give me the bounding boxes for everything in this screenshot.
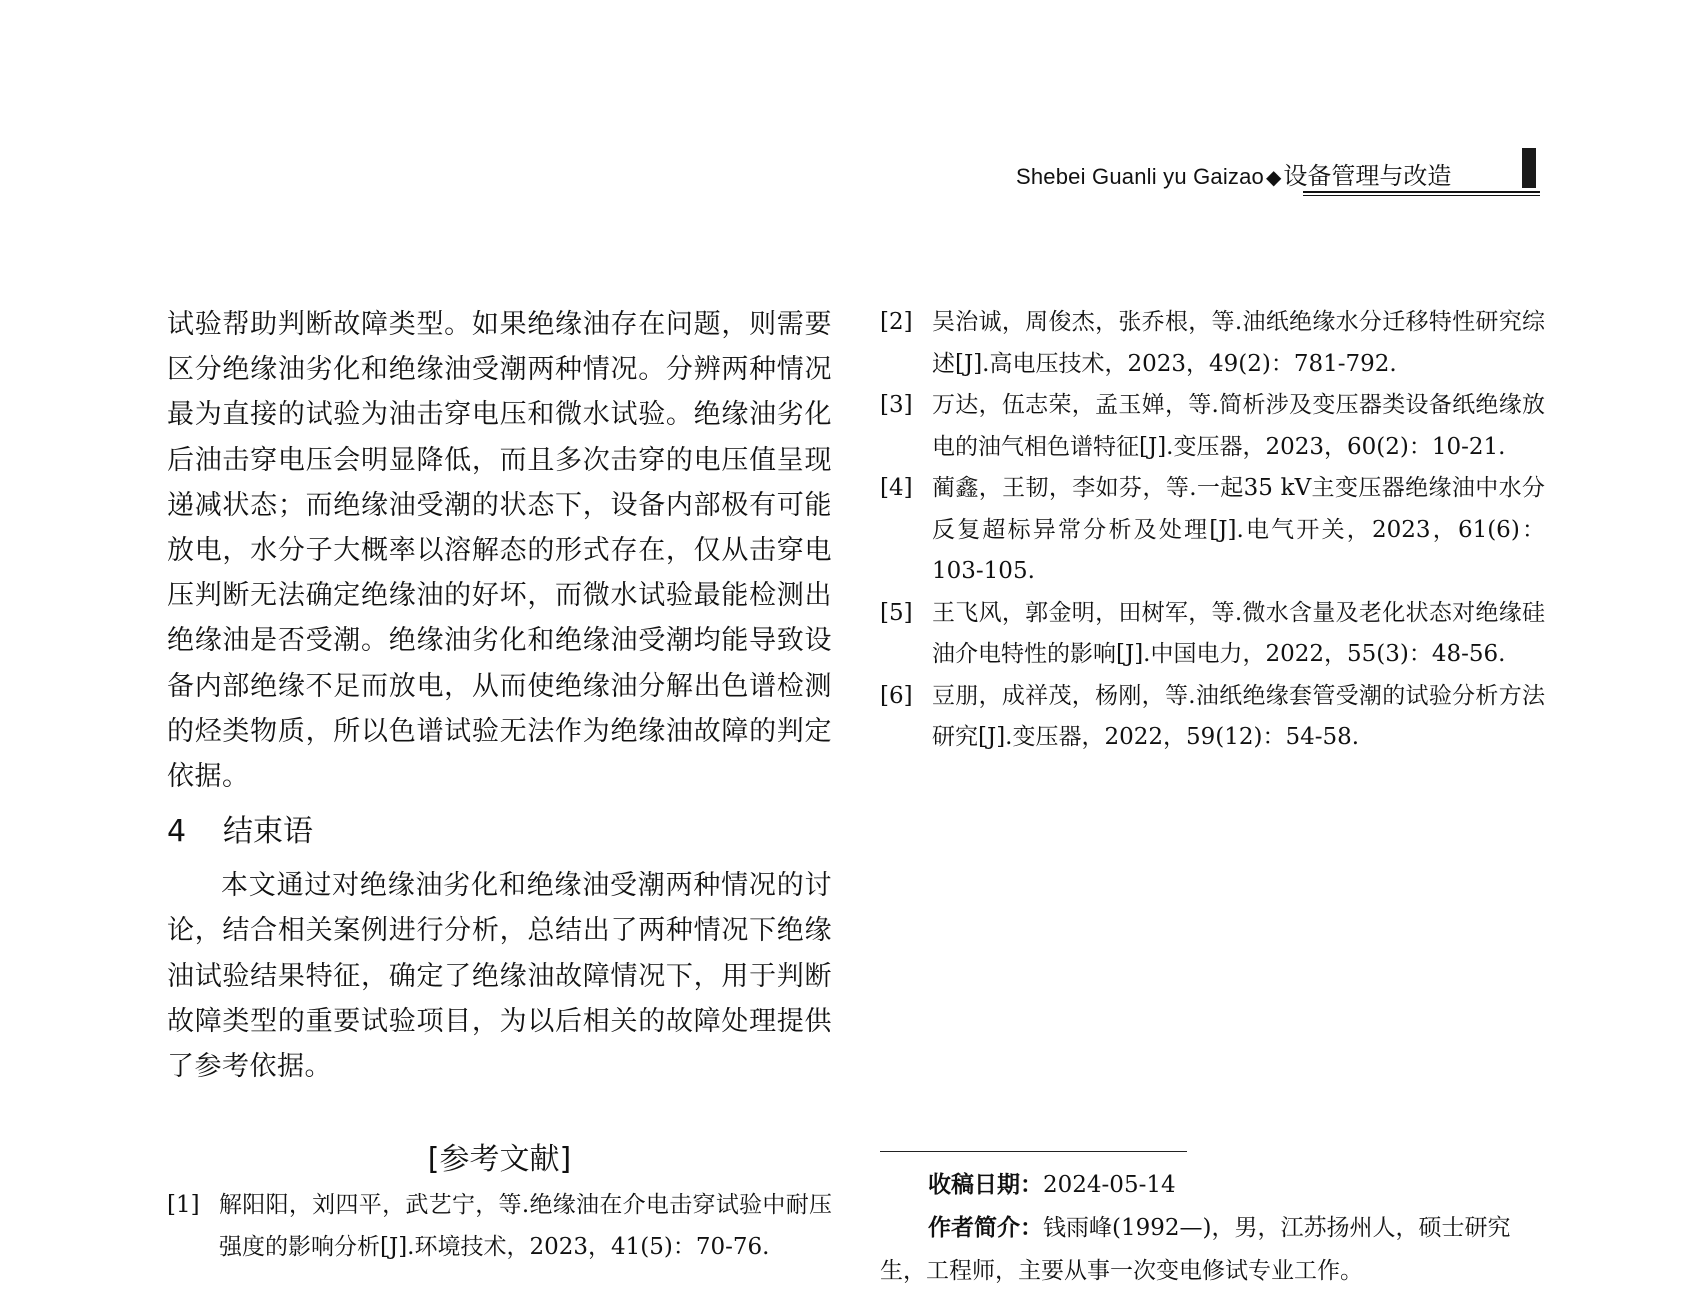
reference-number: [5] bbox=[880, 599, 913, 626]
conclusion-paragraph: 本文通过对绝缘油劣化和绝缘油受潮两种情况的讨论，结合相关案例进行分析，总结出了两种情况下绝缘油试验结果特征，确定了绝缘油故障情况下，用于判断故障类型的重要试验项目，为以后相关的故障处理提供了参考依据。 bbox=[167, 870, 832, 1083]
journal-name-latin: Shebei Guanli yu Gaizao bbox=[1016, 164, 1264, 189]
author-text: 钱雨峰(1992—)，男，江苏扬州人，硕士研究生，工程师，主要从事一次变电修试专业工作。 bbox=[880, 1215, 1511, 1284]
right-column bbox=[880, 302, 1545, 759]
reference-text: 解阳阳，刘四平，武艺宁，等.绝缘油在介电击穿试验中耐压强度的影响分析[J].环境技术，2023，41(5)：70-76. bbox=[219, 1192, 832, 1260]
reference-number: [6] bbox=[880, 682, 913, 709]
running-header bbox=[1016, 156, 1541, 196]
header-rule-thin bbox=[1303, 195, 1540, 196]
reference-text: 吴治诚，周俊杰，张乔根，等.油纸绝缘水分迁移特性研究综述[J].高电压技术，2023，49(2)：781-792. bbox=[932, 309, 1545, 377]
header-bar-decoration bbox=[1522, 148, 1536, 188]
section-number: 4 bbox=[167, 814, 187, 850]
author-label: 作者简介： bbox=[928, 1215, 1043, 1241]
reference-text: 万达，伍志荣，孟玉婵，等.简析涉及变压器类设备纸绝缘放电的油气相色谱特征[J].变压器，2023，60(2)：10-21. bbox=[932, 392, 1545, 460]
author-bio bbox=[880, 1207, 1545, 1293]
left-column bbox=[167, 302, 832, 1268]
reference-item bbox=[167, 1185, 832, 1268]
footnote bbox=[880, 1164, 1545, 1293]
section-title: 结束语 bbox=[223, 814, 313, 850]
received-date: 2024-05-14 bbox=[1043, 1172, 1176, 1198]
section-heading bbox=[167, 807, 832, 857]
header-rule bbox=[1303, 191, 1540, 193]
reference-item bbox=[880, 468, 1545, 593]
footnote-rule bbox=[880, 1151, 1187, 1152]
reference-number: [3] bbox=[880, 392, 913, 418]
diamond-icon: ◆ bbox=[1265, 165, 1282, 189]
received-label: 收稿日期： bbox=[928, 1172, 1043, 1198]
reference-number: [4] bbox=[880, 475, 913, 501]
reference-text: 豆朋，成祥茂，杨刚，等.油纸绝缘套管受潮的试验分析方法研究[J].变压器，2022，59(12)：54-58. bbox=[932, 682, 1545, 750]
reference-number: [1] bbox=[167, 1192, 200, 1219]
reference-item bbox=[880, 593, 1545, 676]
reference-number: [2] bbox=[880, 309, 913, 335]
reference-text: 蔺鑫，王韧，李如芬，等.一起35 kV主变压器绝缘油中水分反复超标异常分析及处理[J].电气开关，2023，61(6)：103-105. bbox=[932, 475, 1545, 584]
reference-item bbox=[880, 385, 1545, 468]
body-paragraph: 试验帮助判断故障类型。如果绝缘油存在问题，则需要区分绝缘油劣化和绝缘油受潮两种情况。分辨两种情况最为直接的试验为油击穿电压和微水试验。绝缘油劣化后油击穿电压会明显降低，而且多次击穿的电压值呈现递减状态；而绝缘油受潮的状态下，设备内部极有可能放电，水分子大概率以溶解态的形式存在，仅从击穿电压判断无法确定绝缘油的好坏，而微水试验最能检测出绝缘油是否受潮。绝缘油劣化和绝缘油受潮均能导致设备内部绝缘不足而放电，从而使绝缘油分解出色谱检测的烃类物质，所以色谱试验无法作为绝缘油故障的判定依据。 bbox=[167, 309, 832, 793]
received-date-line bbox=[880, 1164, 1545, 1207]
reference-item bbox=[880, 676, 1545, 759]
reference-text: 王飞风，郭金明，田树军，等.微水含量及老化状态对绝缘硅油介电特性的影响[J].中国电力，2022，55(3)：48-56. bbox=[932, 599, 1545, 667]
references-title: [参考文献] bbox=[427, 1142, 572, 1178]
journal-name-chinese: 设备管理与改造 bbox=[1283, 162, 1452, 190]
reference-item bbox=[880, 302, 1545, 385]
